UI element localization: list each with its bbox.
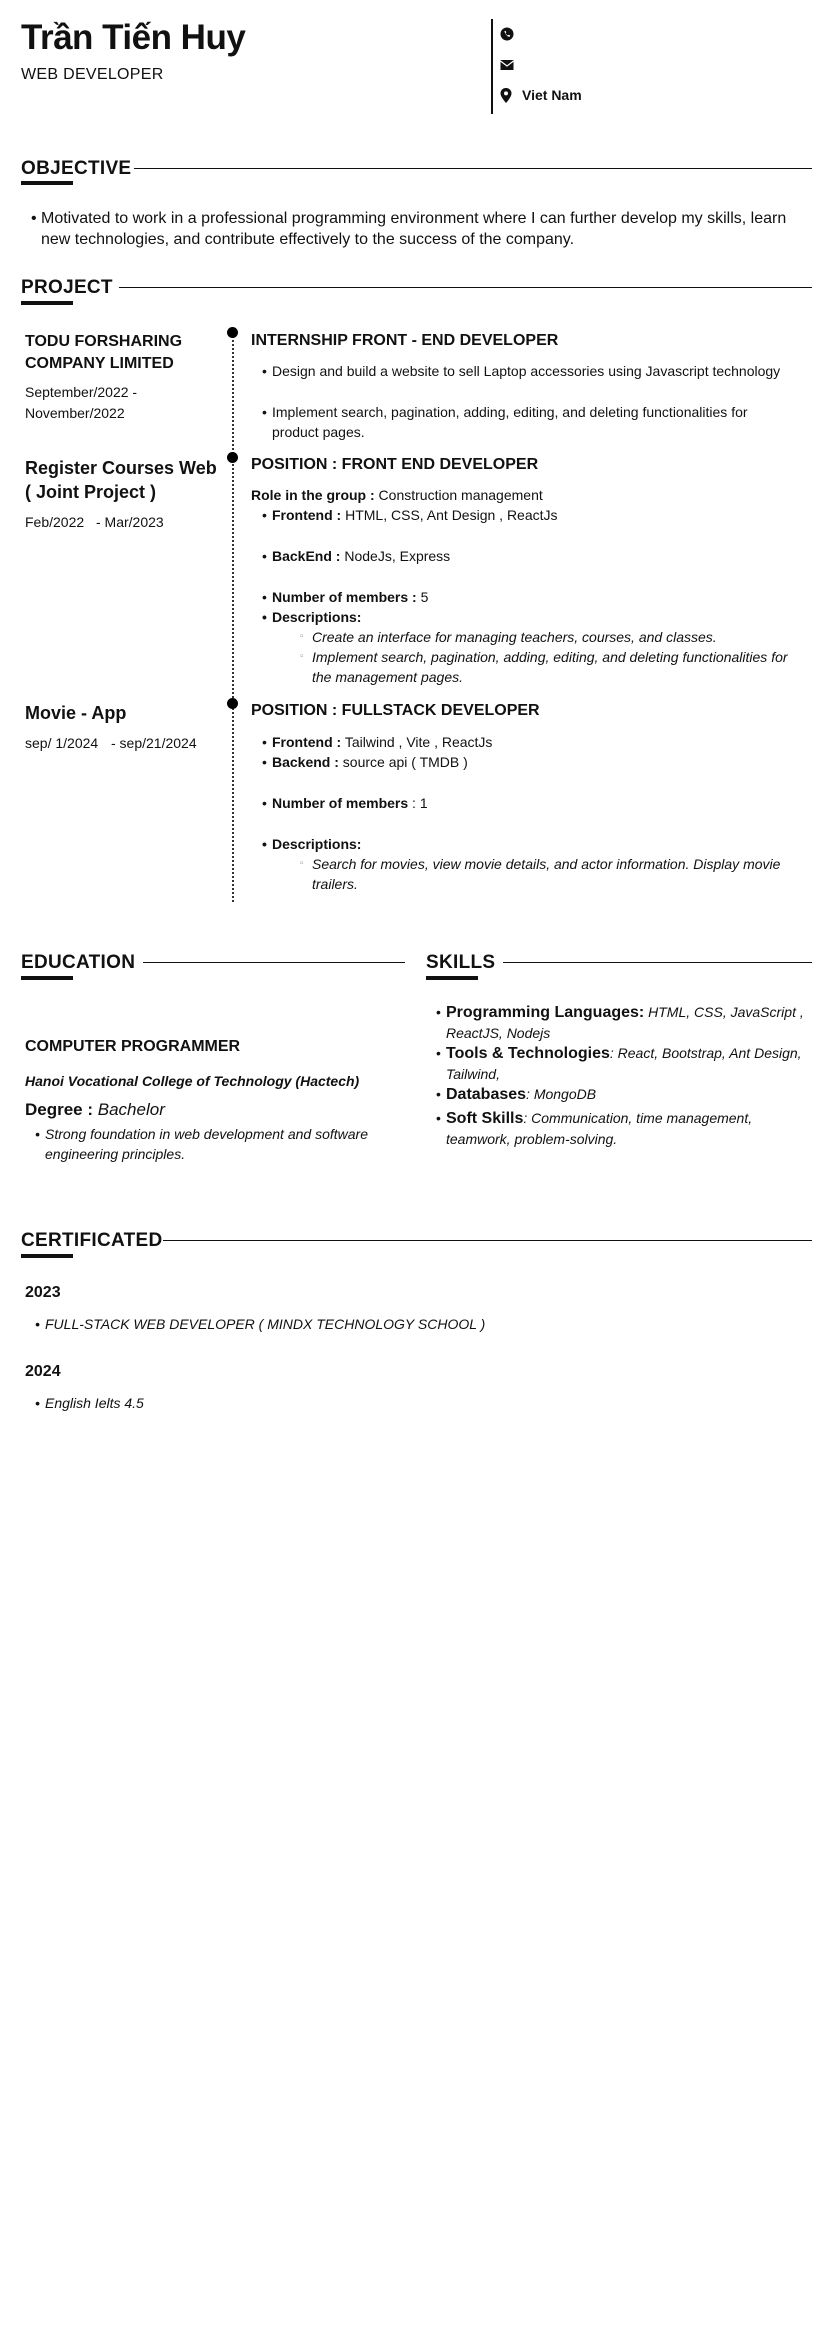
project-timeline xyxy=(232,332,234,902)
project-backend: • Backend : source api ( TMDB ) xyxy=(272,752,468,772)
project-bullet: • Implement search, pagination, adding, editing, and deleting functionalities for product pages. xyxy=(272,402,792,442)
project-role: Role in the group : Construction management xyxy=(251,487,543,503)
skills-rule xyxy=(503,962,812,963)
project-company: Movie - App xyxy=(25,703,127,723)
project-desc-label: • Descriptions: xyxy=(272,607,361,627)
skills-heading: SKILLS xyxy=(426,952,496,973)
project-rule xyxy=(119,287,812,288)
education-degree: Degree : Bachelor xyxy=(25,1100,165,1119)
skill-item: • Tools & Technologies: React, Bootstrap, Ant Design, Tailwind, xyxy=(446,1043,806,1084)
certificate-item: • English Ielts 4.5 xyxy=(45,1393,144,1413)
project-dates: September/2022 - November/2022 xyxy=(25,384,138,421)
objective-rule xyxy=(134,168,812,169)
skills-underline xyxy=(426,976,478,980)
project-underline xyxy=(21,301,73,305)
location-text: Viet Nam xyxy=(522,87,582,103)
certificate-year: 2023 xyxy=(25,1284,61,1301)
timeline-dot xyxy=(227,327,238,338)
project-description: ▫ Implement search, pagination, adding, editing, and deleting functionalities for the management pages. xyxy=(312,647,797,687)
education-program: COMPUTER PROGRAMMER xyxy=(25,1038,241,1055)
objective-text: • Motivated to work in a professional programming environment where I can further develop my skills, learn new technologies, and contribute effectively to the success of the company. xyxy=(41,208,801,250)
skill-item: • Programming Languages: HTML, CSS, JavaScript , ReactJS, Nodejs xyxy=(446,1002,806,1043)
skill-item: • Databases: MongoDB xyxy=(446,1084,806,1105)
project-desc-label: • Descriptions: xyxy=(272,834,361,854)
education-underline xyxy=(21,976,73,980)
certificated-underline xyxy=(21,1254,73,1258)
education-rule xyxy=(143,962,405,963)
objective-underline xyxy=(21,181,73,185)
timeline-dot xyxy=(227,452,238,463)
project-date-end: - Mar/2023 xyxy=(96,514,164,530)
project-members: • Number of members : 1 xyxy=(272,793,428,813)
project-members: • Number of members : 5 xyxy=(272,587,428,607)
objective-heading: OBJECTIVE xyxy=(21,158,132,179)
project-description: ▫ Create an interface for managing teachers, courses, and classes. xyxy=(312,627,792,647)
project-date-start: sep/ 1/2024 xyxy=(25,735,99,751)
certificated-rule xyxy=(163,1240,812,1241)
project-frontend: • Frontend : Tailwind , Vite , ReactJs xyxy=(272,732,492,752)
envelope-icon xyxy=(500,59,514,71)
certificate-year: 2024 xyxy=(25,1363,61,1380)
education-heading: EDUCATION xyxy=(21,952,136,973)
skill-item: • Soft Skills: Communication, time management, teamwork, problem-solving. xyxy=(446,1108,806,1149)
candidate-name: Trần Tiến Huy xyxy=(21,18,246,57)
education-school: Hanoi Vocational College of Technology (Hactech) xyxy=(25,1073,360,1089)
project-description: ▫ Search for movies, view movie details, and actor information. Display movie trailers. xyxy=(312,854,802,894)
project-company: TODU FORSHARING COMPANY LIMITED xyxy=(25,333,183,372)
phone-icon xyxy=(500,27,514,41)
certificated-heading: CERTIFICATED xyxy=(21,1230,163,1251)
project-position: POSITION : FRONT END DEVELOPER xyxy=(251,456,539,473)
education-note: • Strong foundation in web development and software engineering principles. xyxy=(45,1124,405,1164)
map-pin-icon xyxy=(500,88,512,103)
project-backend: • BackEnd : NodeJs, Express xyxy=(272,546,450,566)
candidate-role: WEB DEVELOPER xyxy=(21,66,164,83)
project-position: POSITION : FULLSTACK DEVELOPER xyxy=(251,702,540,719)
project-heading: PROJECT xyxy=(21,277,113,298)
project-company: Register Courses Web ( Joint Project ) xyxy=(25,458,217,502)
project-position: INTERNSHIP FRONT - END DEVELOPER xyxy=(251,332,559,349)
project-date-end: - sep/21/2024 xyxy=(111,735,197,751)
contact-divider xyxy=(491,19,493,114)
project-date-start: Feb/2022 xyxy=(25,514,85,530)
project-frontend: • Frontend : HTML, CSS, Ant Design , ReactJs xyxy=(272,505,558,525)
certificate-item: • FULL-STACK WEB DEVELOPER ( MINDX TECHNOLOGY SCHOOL ) xyxy=(45,1314,485,1334)
project-bullet: • Design and build a website to sell Laptop accessories using Javascript technology xyxy=(272,361,792,381)
timeline-dot xyxy=(227,698,238,709)
